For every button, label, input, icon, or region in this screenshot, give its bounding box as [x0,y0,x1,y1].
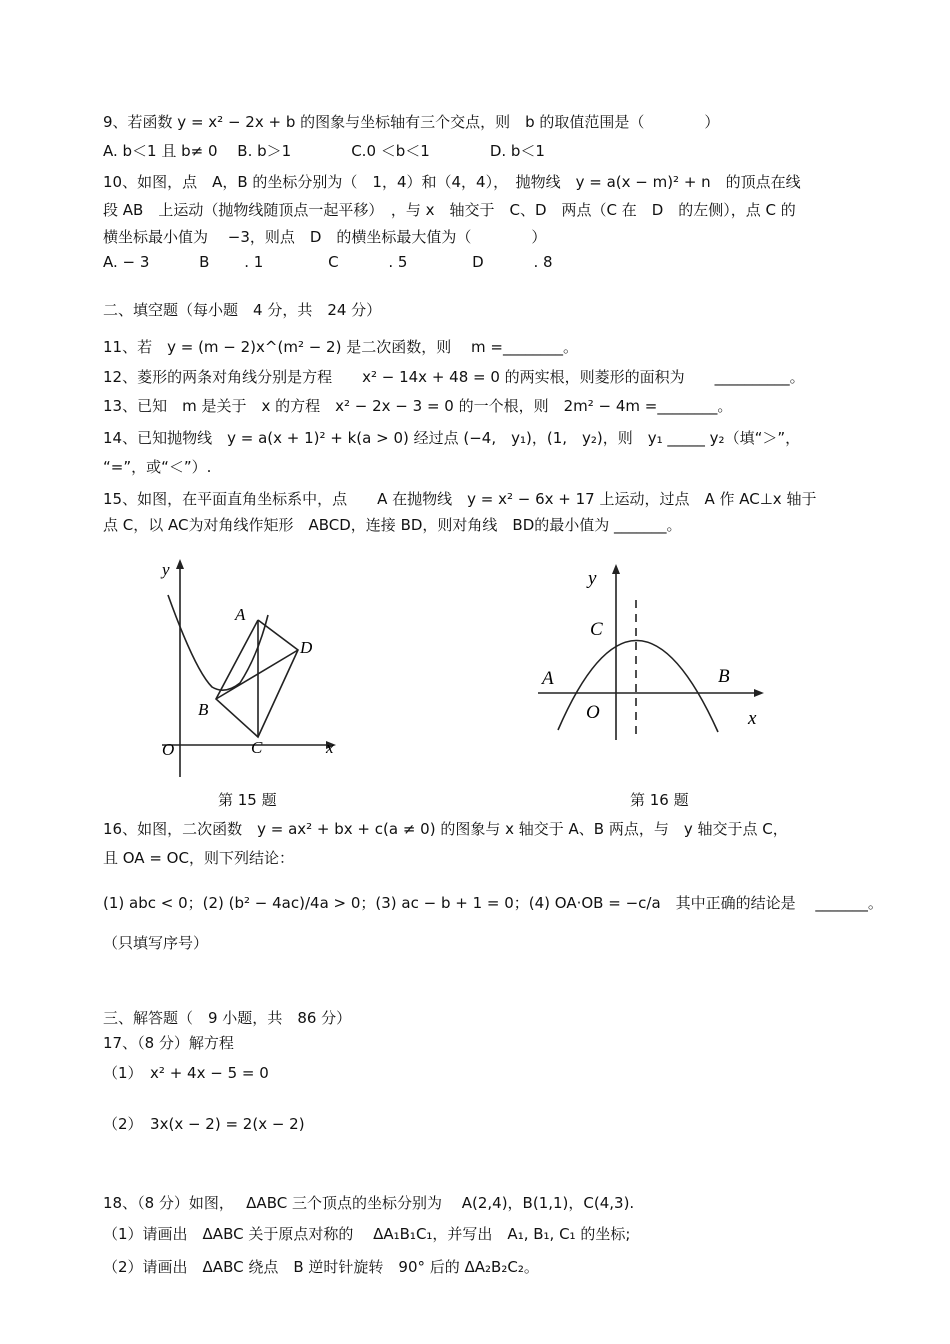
fig15-label-y: y [162,560,170,579]
fig16-label-x: x [748,708,757,729]
fig16-label-o: O [586,702,600,723]
q15-line2: 点 C，以 AC为对角线作矩形 ABCD，连接 BD，则对角线 BD的最小值为 _______。 [103,516,682,534]
section-3-title: 三、解答题（ 9 小题，共 86 分） [103,1009,352,1027]
fig15-label-b: B [198,700,209,719]
q9-stem: 9、若函数 y = x² − 2x + b 的图象与坐标轴有三个交点，则 b 的取值范围是（ ） [103,113,720,131]
figure-15 [150,555,350,785]
q16-line4: （只填写序号） [103,934,209,952]
q15-line1: 15、如图，在平面直角坐标系中，点 A 在抛物线 y = x² − 6x + 17 上运动，过点 A 作 AC⊥x 轴于 [103,490,817,508]
q14-line2: “=”，或“＜”）. [103,458,212,476]
q17-part2: （2） 3x(x − 2) = 2(x − 2) [103,1115,305,1133]
section-2-title: 二、填空题（每小题 4 分，共 24 分） [103,301,382,319]
question-12: 12、菱形的两条对角线分别是方程 x² − 14x + 48 = 0 的两实根，则菱形的面积为 __________。 [103,368,805,386]
fig15-y-arrow [176,559,184,569]
fig16-y-arrow [612,564,620,574]
question-11: 11、若 y = (m − 2)x^(m² − 2) 是二次函数，则 m =________。 [103,338,578,356]
fig15-label-a: A [235,605,246,624]
q18-part2: （2）请画出 ΔABC 绕点 B 逆时针旋转 90° 后的 ΔA₂B₂C₂。 [103,1258,539,1276]
fig16-label-a: A [542,668,554,689]
q16-line2: 且 OA = OC，则下列结论： [103,849,294,867]
fig15-parabola [168,595,268,690]
q10-options: A. − 3 B . 1 C . 5 D . 8 [103,253,553,271]
q9-options: A. b＜1 且 b≠ 0 B. b＞1 C.0 ＜b＜1 D. b＜1 [103,142,545,160]
fig15-caption: 第 15 题 [218,791,277,809]
fig16-label-y: y [588,568,597,589]
fig15-label-d: D [300,638,313,657]
q16-line3: (1) abc < 0；(2) (b² − 4ac)/4a > 0；(3) ac − b + 1 = 0；(4) OA·OB = −c/a 其中正确的结论是 _______。 [103,894,883,912]
q17-title: 17、（8 分）解方程 [103,1034,234,1052]
fig16-label-c: C [590,619,603,640]
fig16-label-b: B [718,666,730,687]
q17-part1: （1） x² + 4x − 5 = 0 [103,1064,269,1082]
q10-line2: 段 AB 上运动（抛物线随顶点一起平移） ，与 x 轴交于 C、D 两点（C 在 D 的左侧），点 C 的 [103,201,796,219]
figure-16 [530,560,780,745]
question-13: 13、已知 m 是关于 x 的方程 x² − 2x − 3 = 0 的一个根，则 2m² − 4m =________。 [103,397,733,415]
fig15-label-c: C [251,738,263,757]
q18-title: 18、（8 分）如图， ΔABC 三个顶点的坐标分别为 A(2,4)，B(1,1)，C(4,3). [103,1194,635,1212]
q10-line1: 10、如图，点 A，B 的坐标分别为（ 1，4）和（4，4）， 抛物线 y = a(x − m)² + n 的顶点在线 [103,173,801,191]
q18-part1: （1）请画出 ΔABC 关于原点对称的 ΔA₁B₁C₁，并写出 A₁, B₁, C₁ 的坐标; [103,1225,631,1243]
fig15-label-x: x [326,738,334,757]
q10-line3: 横坐标最小值为 −3，则点 D 的横坐标最大值为（ ） [103,228,547,246]
q16-line1: 16、如图，二次函数 y = ax² + bx + c(a ≠ 0) 的图象与 x 轴交于 A、B 两点，与 y 轴交于点 C， [103,820,788,838]
fig16-x-arrow [754,689,764,697]
fig16-parabola [558,640,718,732]
fig15-rectangle [216,620,298,737]
q14-line1: 14、已知抛物线 y = a(x + 1)² + k(a > 0) 经过点 (−4, y₁)，(1, y₂)，则 y₁ _____ y₂（填“＞”， [103,429,801,447]
fig15-label-o: O [162,740,175,759]
fig16-caption: 第 16 题 [630,791,689,809]
